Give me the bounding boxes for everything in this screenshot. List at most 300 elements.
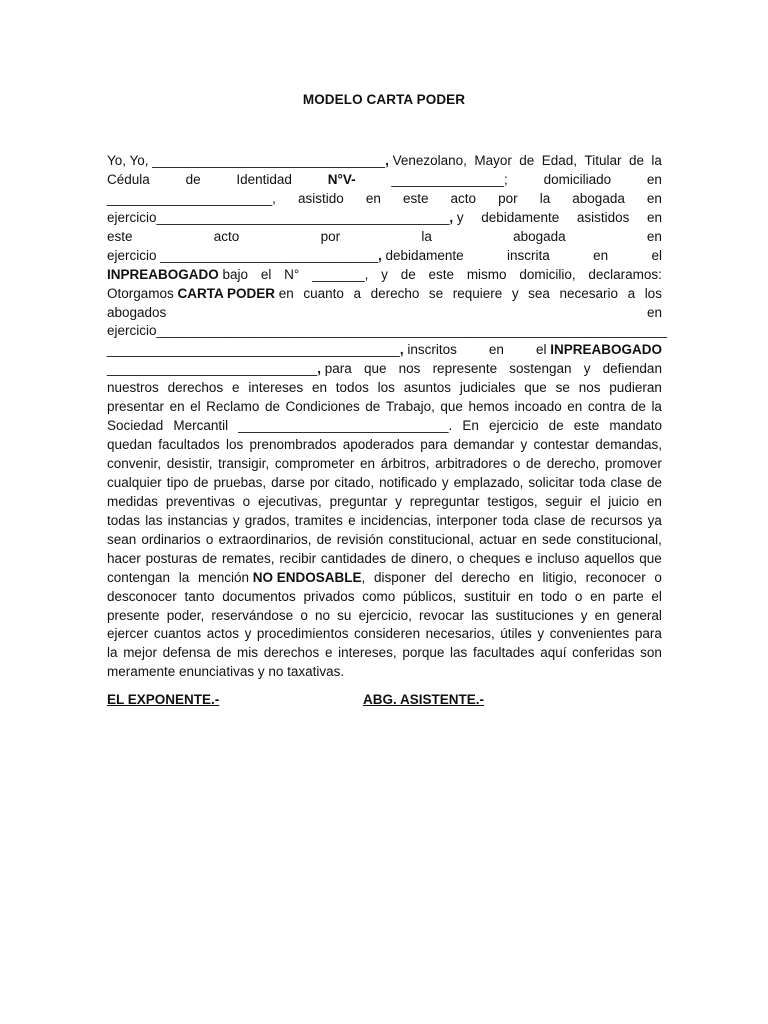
word-group (584, 152, 621, 171)
word-group (107, 531, 136, 550)
text-token: todos (335, 380, 369, 396)
word-group (303, 285, 344, 304)
text-token: ejercicio _____________________________ (107, 247, 379, 263)
word-group (651, 398, 662, 417)
text-token: en (646, 304, 662, 320)
text-token: se (428, 285, 444, 301)
word-group (403, 588, 456, 607)
text-token: o (300, 607, 308, 623)
text-token: el (535, 342, 551, 358)
word-group (496, 607, 574, 626)
word-group (107, 341, 457, 360)
text-line (107, 228, 662, 247)
word-group (107, 512, 140, 531)
text-token: a (627, 285, 636, 301)
word-group (595, 436, 662, 455)
text-token: mis (237, 645, 259, 661)
word-group (579, 474, 605, 493)
text-token: Sociedad (107, 418, 164, 434)
word-group (338, 644, 397, 663)
word-group (545, 493, 582, 512)
text-token: _______________________________________ (107, 342, 400, 358)
text-token: Mayor (474, 153, 512, 168)
text-token: juicio (608, 493, 640, 509)
text-token: en (275, 285, 294, 301)
text-token: reservándose (211, 607, 294, 623)
word-group (590, 493, 601, 512)
text-token: de (365, 399, 381, 415)
word-group (528, 285, 550, 304)
word-group (410, 493, 480, 512)
text-token: facultados (158, 437, 220, 453)
text-token: preguntar (329, 493, 388, 509)
word-group (654, 569, 662, 588)
word-group (328, 171, 356, 190)
text-token: presentar (107, 399, 165, 415)
word-group (107, 663, 344, 682)
word-group (399, 360, 421, 379)
word-group (381, 266, 388, 285)
word-group (534, 512, 566, 531)
word-group (167, 455, 213, 474)
text-token: el (190, 399, 201, 415)
text-token: recibir (279, 550, 317, 566)
word-group (107, 209, 464, 228)
text-token: Identidad (236, 171, 292, 187)
word-group (628, 285, 636, 304)
text-token: constitucional, (388, 531, 474, 547)
word-group (202, 550, 217, 569)
word-group (265, 398, 280, 417)
text-token: cantidades (320, 550, 387, 566)
text-token: nos (578, 380, 601, 396)
text-token: defiendan (602, 361, 662, 377)
text-token: constitucional, (576, 531, 662, 547)
text-token: o (242, 493, 251, 509)
text-token: Trabajo, (385, 399, 435, 415)
text-token: como (362, 588, 396, 604)
text-line (107, 588, 662, 607)
word-group (519, 569, 534, 588)
text-token: en (593, 247, 609, 263)
word-group (473, 644, 535, 663)
text-token: medidas (107, 493, 159, 509)
text-token: no (314, 607, 331, 623)
word-group (107, 436, 152, 455)
text-token: en (567, 399, 583, 415)
text-token: inscrita (506, 247, 550, 263)
text-token: debidamente (381, 247, 464, 263)
text-token: debidamente (481, 209, 560, 225)
word-group (337, 607, 351, 626)
word-group (401, 266, 416, 285)
text-token: el (589, 493, 601, 509)
word-group (451, 190, 477, 209)
word-group (647, 474, 662, 493)
word-group (468, 398, 509, 417)
text-token: por (309, 474, 330, 490)
text-token: desistir, (166, 456, 213, 471)
word-group (312, 266, 368, 285)
text-token: sostengan (509, 361, 572, 377)
text-token: clase (533, 512, 566, 528)
word-group (454, 436, 515, 455)
word-group (426, 625, 495, 644)
text-token: en (488, 342, 504, 358)
text-token: Reclamo (206, 399, 260, 415)
word-group (518, 588, 533, 607)
text-token: la (539, 190, 551, 206)
word-group (522, 531, 537, 550)
text-token: convenientes (549, 626, 630, 642)
word-group (487, 493, 537, 512)
word-group (507, 247, 550, 266)
text-token: quedan (107, 437, 153, 453)
word-group (190, 398, 201, 417)
text-token: los (226, 437, 244, 453)
text-token: en (590, 588, 606, 604)
word-group (206, 531, 214, 550)
text-token: ejercer (107, 626, 149, 642)
text-token: de (526, 456, 542, 471)
text-token: ejercicio____________________________________________________________________ (107, 323, 668, 339)
word-group (647, 209, 662, 228)
text-token: que (363, 361, 387, 377)
text-token: posturas (145, 550, 198, 566)
text-line (107, 512, 662, 531)
text-token: para (321, 361, 352, 377)
word-group (107, 304, 166, 323)
text-token: que (440, 399, 463, 415)
text-token: sede (541, 531, 572, 547)
text-token: seguir (545, 493, 583, 509)
word-group (651, 152, 662, 171)
word-group (257, 625, 349, 644)
text-line (107, 285, 662, 304)
text-token: testigos, (487, 493, 538, 509)
word-group (275, 455, 355, 474)
text-token: útiles (500, 626, 532, 642)
text-token: para (634, 626, 662, 642)
text-token: en (518, 569, 534, 585)
text-token: abogados (107, 304, 167, 320)
text-token: y (453, 209, 464, 225)
text-token: por (320, 228, 341, 244)
text-token: Condiciones (285, 399, 360, 415)
word-group (462, 417, 479, 436)
text-token: toda (502, 512, 529, 528)
text-token: contengan (107, 569, 171, 585)
text-token: y (511, 285, 519, 301)
text-line (107, 398, 662, 417)
text-token: , (317, 361, 321, 377)
word-group (584, 360, 591, 379)
text-token: comprometer (274, 456, 355, 471)
word-group (337, 531, 384, 550)
text-token: e (525, 550, 533, 566)
word-group (651, 247, 662, 266)
text-token: _______________; (391, 171, 508, 187)
text-token: nuestros (107, 380, 159, 396)
word-group (343, 436, 414, 455)
word-group (498, 190, 518, 209)
text-token: en (365, 190, 381, 206)
text-token: contestar (533, 437, 589, 453)
text-token: disponer (374, 569, 426, 585)
word-group (460, 379, 516, 398)
text-token: documentos (222, 588, 296, 604)
word-group (179, 569, 190, 588)
word-group (567, 398, 582, 417)
text-token: abogada (572, 190, 625, 206)
text-token: ordinarios (141, 531, 201, 547)
text-token: poder, (166, 607, 205, 623)
text-token: ____________________________. (238, 418, 453, 434)
word-group (593, 247, 608, 266)
word-group (608, 493, 639, 512)
text-token: judiciales (459, 380, 516, 396)
text-token: cuanto (303, 285, 344, 301)
text-token: las (450, 645, 468, 661)
text-token: ____________________________ (107, 361, 318, 377)
word-group (404, 379, 451, 398)
word-group (206, 398, 259, 417)
text-token: árbitros, (380, 456, 430, 471)
word-group (639, 550, 662, 569)
word-group (245, 625, 252, 644)
word-group (572, 644, 634, 663)
text-token: e (324, 645, 333, 661)
text-token: prenombrados (249, 437, 337, 453)
text-token: mejor (123, 645, 157, 661)
word-group (312, 379, 327, 398)
text-token: NO ENDOSABLE (252, 569, 362, 585)
word-group (315, 607, 330, 626)
word-group (435, 569, 453, 588)
text-token: general (616, 607, 662, 623)
word-group (590, 588, 605, 607)
word-group (214, 474, 267, 493)
text-token: , (385, 153, 393, 168)
word-group (575, 588, 583, 607)
text-token: parte (612, 588, 644, 604)
word-group (547, 455, 600, 474)
text-line (107, 436, 662, 455)
text-token: Yo, Yo, _______________________________ (107, 153, 386, 168)
word-group (647, 228, 662, 247)
word-group (647, 304, 662, 323)
text-token: abogada (513, 228, 566, 244)
word-group (233, 512, 240, 531)
text-token: requiere (452, 285, 503, 301)
word-group (258, 493, 322, 512)
word-group (325, 644, 333, 663)
word-group (500, 625, 532, 644)
text-line (107, 247, 662, 266)
word-group (524, 379, 547, 398)
text-token: necesario (559, 285, 619, 301)
text-token: defensa (162, 645, 211, 661)
word-group (186, 171, 201, 190)
word-group (651, 588, 662, 607)
word-group (391, 550, 406, 569)
text-token: N° (284, 266, 300, 282)
word-group (334, 474, 374, 493)
word-group (107, 285, 294, 304)
text-token: o (654, 569, 662, 585)
text-token: los (644, 285, 662, 301)
word-group (194, 474, 209, 493)
word-group (107, 360, 352, 379)
text-token: derechos (263, 645, 320, 661)
text-token: recursos (590, 512, 643, 528)
word-group (542, 531, 571, 550)
text-token: de (646, 474, 662, 490)
text-line (107, 493, 662, 512)
text-token: en (521, 531, 537, 547)
word-group (249, 436, 336, 455)
word-group (261, 266, 272, 285)
word-group (107, 588, 177, 607)
text-token: de (193, 474, 209, 490)
text-token: pudieran (609, 380, 662, 396)
text-token: extraordinarios, (218, 531, 312, 547)
word-group (107, 247, 464, 266)
word-group (167, 607, 205, 626)
word-group (336, 379, 369, 398)
word-group (540, 644, 566, 663)
text-token: e (231, 380, 240, 396)
word-group (403, 190, 429, 209)
signature-abogado-asistente: ABG. ASISTENTE.- (363, 692, 485, 707)
word-group (158, 436, 220, 455)
text-token: la (651, 153, 662, 168)
text-token: derechos (167, 380, 224, 396)
text-token: facultades (472, 645, 535, 661)
text-token: el (260, 266, 272, 282)
text-token: sustituir (463, 588, 511, 604)
word-group (537, 550, 579, 569)
text-line (107, 607, 662, 626)
text-token: ya (647, 512, 662, 528)
word-group (107, 379, 159, 398)
text-token: el (651, 588, 662, 604)
word-group (540, 190, 551, 209)
text-token: en (646, 171, 662, 187)
word-group (141, 531, 200, 550)
text-token: y (580, 607, 588, 623)
text-token: la (651, 399, 662, 415)
text-token: citado, (334, 474, 375, 490)
text-line (107, 190, 662, 209)
word-group (107, 607, 160, 626)
text-token: o (456, 550, 465, 566)
word-group (107, 474, 162, 493)
word-group (469, 550, 520, 569)
word-group (647, 190, 662, 209)
text-token: de (264, 399, 280, 415)
text-token: o (205, 531, 214, 547)
text-token: Edad, (541, 153, 578, 168)
text-token: meramente enunciativas y no taxativas. (107, 664, 345, 680)
word-group (107, 493, 158, 512)
word-group (245, 512, 290, 531)
word-group (107, 398, 164, 417)
word-group (303, 588, 354, 607)
word-group (391, 171, 507, 190)
text-token: , (399, 342, 404, 358)
word-group (411, 550, 452, 569)
text-token: el (651, 247, 662, 263)
text-token: de (185, 171, 201, 187)
text-token: conferidas (572, 645, 635, 661)
word-group (574, 417, 600, 436)
text-token: públicos, (402, 588, 457, 604)
text-token: dinero, (410, 550, 453, 566)
word-group (519, 266, 575, 285)
word-group (123, 644, 157, 663)
text-token: INPREABOGADO (107, 266, 219, 282)
text-token: de (202, 550, 218, 566)
word-group (107, 266, 248, 285)
word-group (576, 531, 662, 550)
text-token: son (640, 645, 662, 661)
word-group (362, 588, 395, 607)
word-group (609, 417, 662, 436)
word-group (232, 379, 240, 398)
word-group (154, 625, 201, 644)
text-token: bajo (218, 266, 249, 282)
text-token: en (646, 493, 662, 509)
text-token: de (630, 399, 646, 415)
word-group (429, 266, 455, 285)
text-token: en (518, 588, 534, 604)
text-token: derecho, (546, 456, 600, 471)
text-token: represente (432, 361, 498, 377)
text-token: consideren (354, 626, 421, 642)
word-group (572, 190, 625, 209)
text-token: su (337, 607, 352, 623)
word-group (571, 512, 586, 531)
word-group (629, 152, 644, 171)
word-group (481, 209, 559, 228)
word-group (454, 474, 524, 493)
word-group (284, 266, 299, 285)
word-group (222, 550, 275, 569)
word-group (526, 455, 541, 474)
word-group (107, 228, 133, 247)
word-group (365, 398, 380, 417)
word-group (591, 512, 643, 531)
text-line (107, 304, 662, 323)
word-group (544, 171, 612, 190)
text-token: todo (540, 588, 568, 604)
word-group (617, 607, 662, 626)
text-token: y (520, 437, 528, 453)
text-token: ______________________, (107, 190, 276, 206)
text-token: mismo (466, 266, 507, 282)
word-group (525, 550, 533, 569)
text-token: , (361, 569, 366, 585)
word-group (321, 550, 386, 569)
word-group (207, 625, 239, 644)
word-group (519, 152, 534, 171)
word-group (395, 493, 402, 512)
text-token: asuntos (403, 380, 452, 396)
text-token: demandas, (595, 437, 662, 453)
word-group (285, 398, 359, 417)
text-token: solicitar (528, 474, 575, 490)
